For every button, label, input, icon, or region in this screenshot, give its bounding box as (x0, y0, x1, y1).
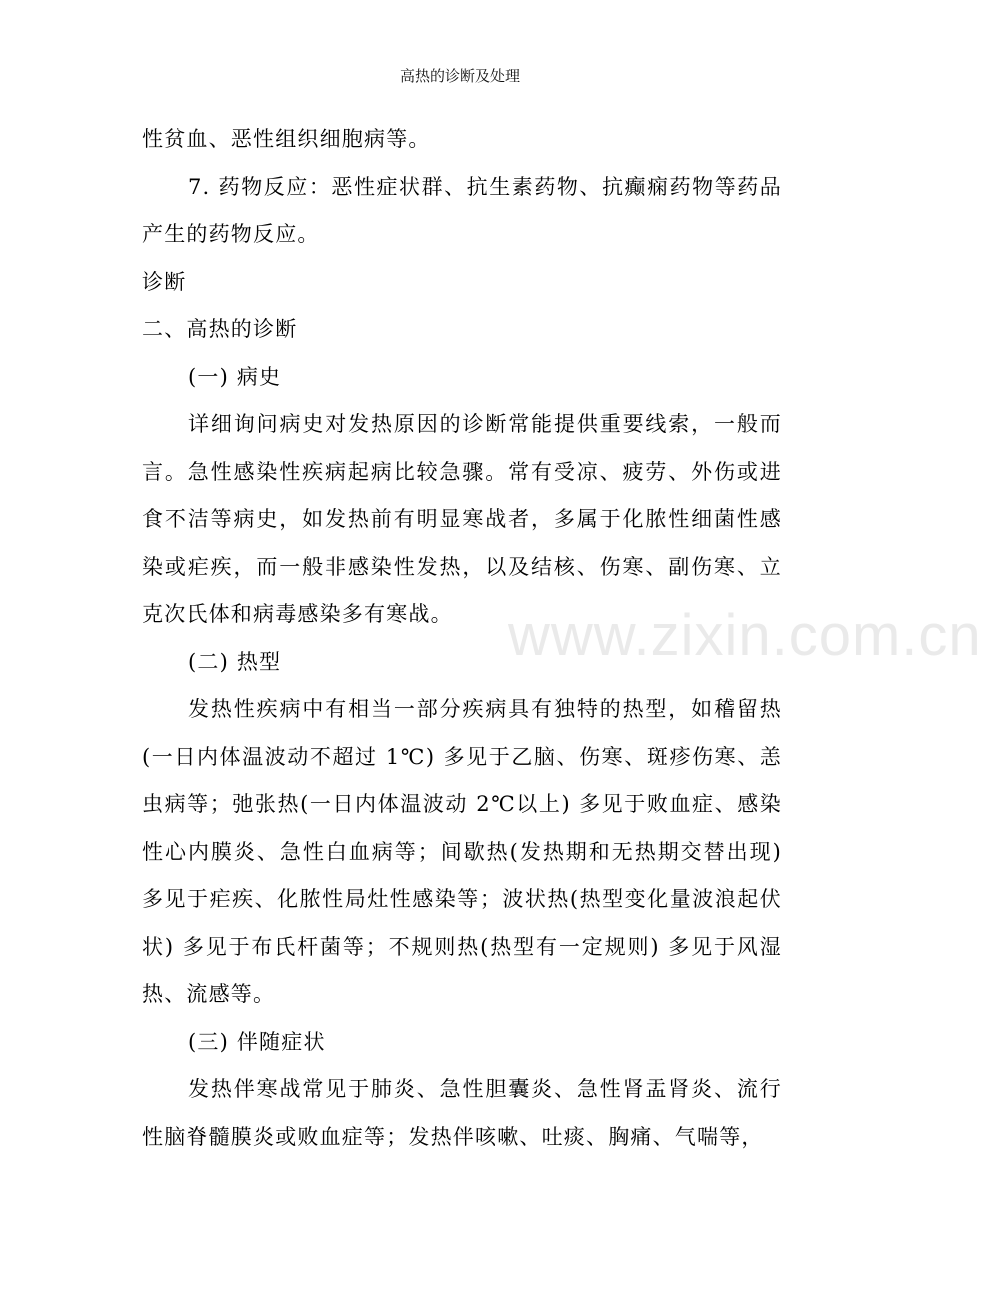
paragraph-fever-type: 发热性疾病中有相当一部分疾病具有独特的热型，如稽留热(一日内体温波动不超过 1℃) 多见于乙脑、伤寒、斑疹伤寒、恙虫病等；弛张热(一日内体温波动 2℃以上) 多见于败血症、感染性心内膜炎、急性白血病等；间歇热(发热期和无热期交替出现) 多见于疟疾、化脓性局灶性感染等；波状热(热型变化量波浪起伏状) 多见于布氏杆菌等；不规则热(热型有一定规则) 多见于风湿热、流感等。 (142, 697, 782, 1006)
page-header: 高热的诊断及处理 (399, 67, 520, 85)
section-label-diagnosis: 诊断 (142, 269, 187, 294)
paragraph-accompanying-symptoms: 发热伴寒战常见于肺炎、急性胆囊炎、急性肾盂肾炎、流行性脑脊髓膜炎或败血症等；发热伴咳嗽、吐痰、胸痛、气喘等， (142, 1077, 782, 1149)
watermark: www.zixin.com.cn (508, 603, 982, 668)
document-body (142, 116, 782, 1161)
paragraph-history: 详细询问病史对发热原因的诊断常能提供重要线索，一般而言。急性感染性疾病起病比较急骤。常有受凉、疲劳、外伤或进食不洁等病史，如发热前有明显寒战者，多属于化脓性细菌性感染或疟疾，而一般非感染性发热，以及结核、伤寒、副伤寒、立克次氏体和病毒感染多有寒战。 (142, 412, 782, 626)
section-heading-fever-diagnosis: 二、高热的诊断 (142, 317, 298, 341)
subheading-fever-type: (二) 热型 (188, 649, 282, 674)
subheading-history: (一) 病史 (188, 364, 282, 389)
subheading-accompanying-symptoms: (三) 伴随症状 (188, 1029, 326, 1054)
paragraph-continuation: 性贫血、恶性组织细胞病等。 (142, 127, 431, 151)
paragraph-drug-reaction: 7. 药物反应：恶性症状群、抗生素药物、抗癫痫药物等药品产生的药物反应。 (142, 174, 782, 246)
